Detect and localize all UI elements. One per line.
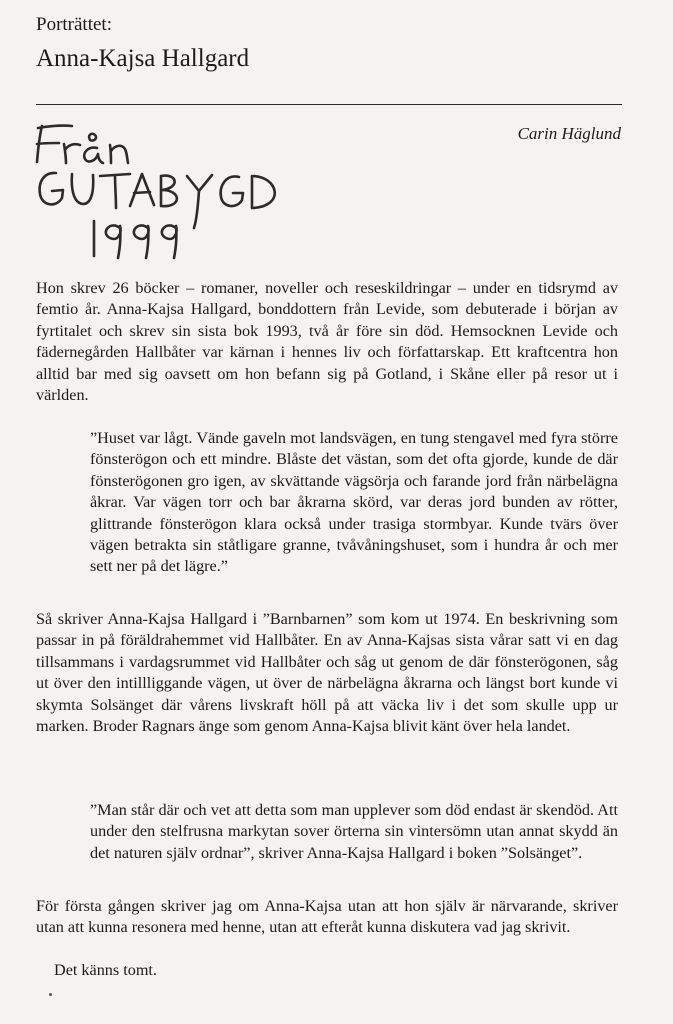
handwritten-note	[30, 118, 300, 268]
header-divider	[36, 104, 622, 105]
body-paragraph-3: För första gången skriver jag om Anna-Kajsa utan att hon själv är närvarande, skriver utan att kunna resonera med henne, utan att efteråt kunna diskutera vad jag skrivit.	[36, 897, 618, 937]
block-quote-1: ”Huset var lågt. Vände gaveln mot landsvägen, en tung stengavel med fyra större fönsterögon och ett mindre. Blåste det västan, som det ofta gjorde, kunde de där fönsterögonen gro igen, av skvättande vägsörja och farande jord från närbelägna åkrar. Var vägen torr och bar åkrarna skörd, var deras jord bunden av rötter, glittrande fönsterögon klara också under trasiga stormbyar. Kunde tvärs över vägen betrakta sin ståtligare granne, tvåvåningshuset, som i hundra år och mer sett ner på det lägre.”	[90, 429, 618, 576]
section-kicker: Porträttet:	[36, 14, 112, 35]
body-paragraph-2: Så skriver Anna-Kajsa Hallgard i ”Barnbarnen” som kom ut 1974. En beskrivning som passar in på föräldrahemmet vid Hallbåter. En av Anna-Kajsas sista vårar satt vi en dag tillsammans i vardagsrummet vid Hallbåter och såg ut genom de där fönsterögonen, såg ut över den intillliggande vägen, ut över de närbelägna åkrarna och längst bort kunde vi skymta Solsänget där vårens livskraft höll på att väcka liv i det som skulle upp ur marken. Broder Ragnars änge som genom Anna-Kajsa blivit känt över hela landet.	[36, 610, 618, 736]
closing-line: Det känns tomt.	[54, 961, 157, 979]
handwritten-note-drawing	[30, 118, 300, 268]
page-speck	[49, 993, 52, 996]
block-quote-2: ”Man står där och vet att detta som man upplever som död endast är skendöd. Att under den stelfrusna markytan sover örterna sin vintersömn utan annat skydd än det naturen själv ordnar”, skriver Anna-Kajsa Hallgard i boken ”Solsänget”.	[90, 801, 618, 862]
article-title: Anna-Kajsa Hallgard	[36, 45, 250, 72]
body-paragraph-1: Hon skrev 26 böcker – romaner, noveller och reseskildringar – under en tidsrymd av femtio år. Anna-Kajsa Hallgard, bonddottern från Levide, som debuterade i början av fyrtitalet och skrev sin sista bok 1993, två år före sin död. Hemsocknen Levide och fädernegården Hallbåter var kärnan i hennes liv och författarskap. Ett kraftcentra hon alltid bar med sig oavsett om hon befann sig på Gotland, i Skåne eller på resor ut i världen.	[36, 279, 618, 405]
author-byline: Carin Häglund	[517, 124, 621, 143]
